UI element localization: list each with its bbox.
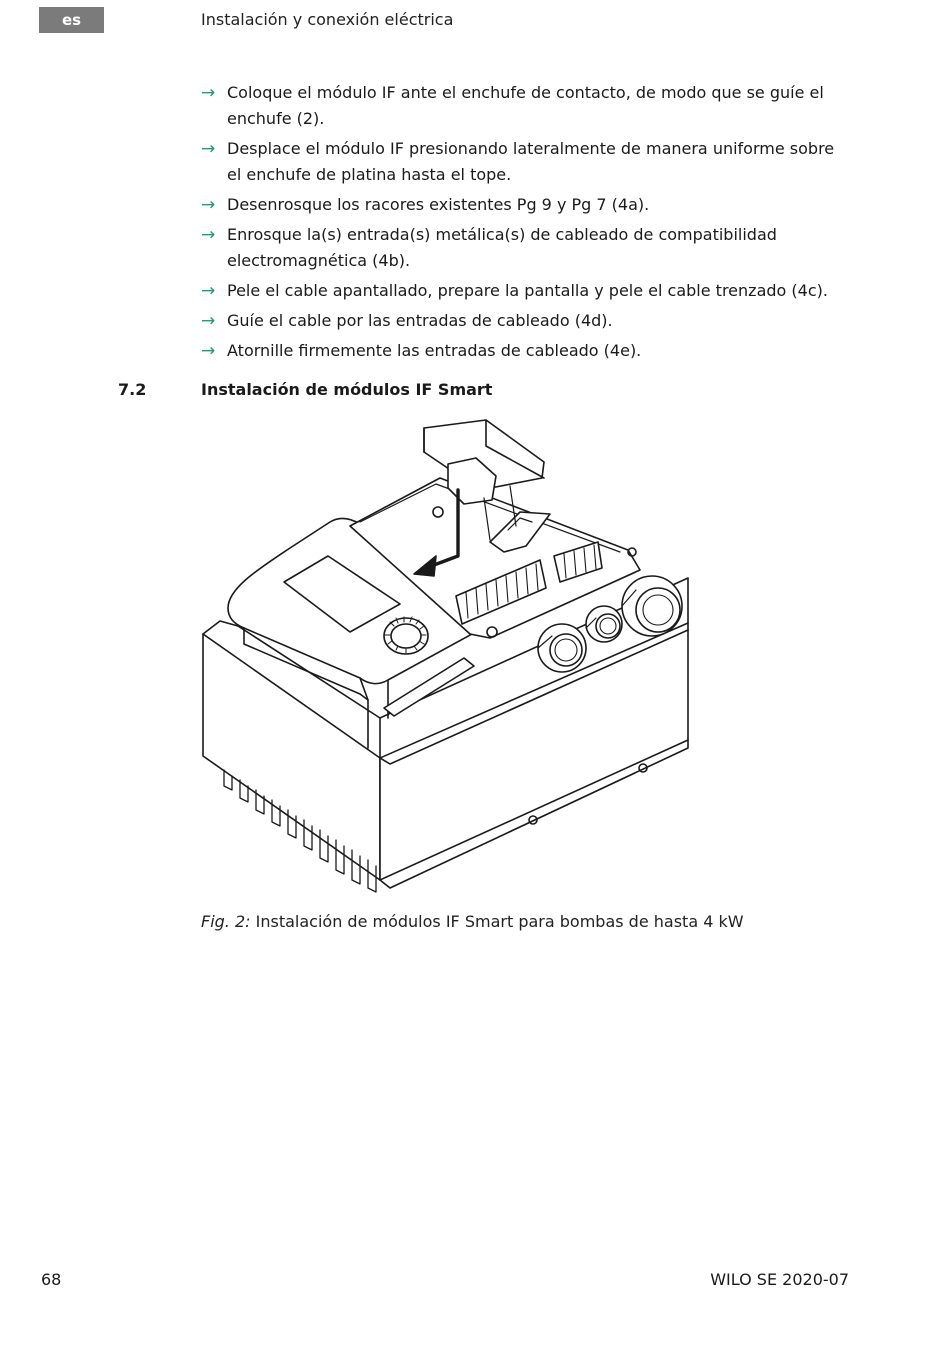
- step-text: Pele el cable apantallado, prepare la pantalla y pele el cable trenzado (4c).: [227, 281, 828, 300]
- figure-label: Fig. 2:: [201, 912, 251, 931]
- page-number: 68: [41, 1270, 62, 1289]
- arrow-right-icon: →: [201, 83, 216, 103]
- step-item: [201, 80, 851, 132]
- instruction-steps: [201, 80, 851, 368]
- step-item: [201, 222, 851, 274]
- figure-if-smart-module-installation: [200, 418, 692, 900]
- step-item: [201, 338, 851, 364]
- section-number: 7.2: [118, 380, 147, 399]
- step-item: [201, 278, 851, 304]
- step-text: Coloque el módulo IF ante el enchufe de contacto, de modo que se guíe el enchufe (2).: [227, 83, 824, 128]
- step-item: [201, 192, 851, 218]
- step-item: [201, 136, 851, 188]
- arrow-right-icon: →: [201, 281, 216, 301]
- figure-caption: [201, 912, 744, 931]
- arrow-right-icon: →: [201, 341, 216, 361]
- section-title: Instalación de módulos IF Smart: [201, 380, 493, 399]
- step-item: [201, 308, 851, 334]
- publisher-footer: WILO SE 2020-07: [710, 1270, 849, 1289]
- language-tab: es: [39, 7, 104, 33]
- arrow-right-icon: →: [201, 311, 216, 331]
- arrow-right-icon: →: [201, 225, 216, 245]
- step-text: Desenrosque los racores existentes Pg 9 y Pg 7 (4a).: [227, 195, 650, 214]
- figure-caption-text: Instalación de módulos IF Smart para bombas de hasta 4 kW: [255, 912, 744, 931]
- step-text: Enrosque la(s) entrada(s) metálica(s) de cableado de compatibilidad electromagnética (4b).: [227, 225, 777, 270]
- header-title: Instalación y conexión eléctrica: [201, 10, 454, 29]
- step-text: Guíe el cable por las entradas de cableado (4d).: [227, 311, 613, 330]
- arrow-right-icon: →: [201, 139, 216, 159]
- step-text: Desplace el módulo IF presionando lateralmente de manera uniforme sobre el enchufe de platina hasta el tope.: [227, 139, 835, 184]
- step-text: Atornille firmemente las entradas de cableado (4e).: [227, 341, 642, 360]
- pump-controller-illustration: [200, 418, 692, 900]
- arrow-right-icon: →: [201, 195, 216, 215]
